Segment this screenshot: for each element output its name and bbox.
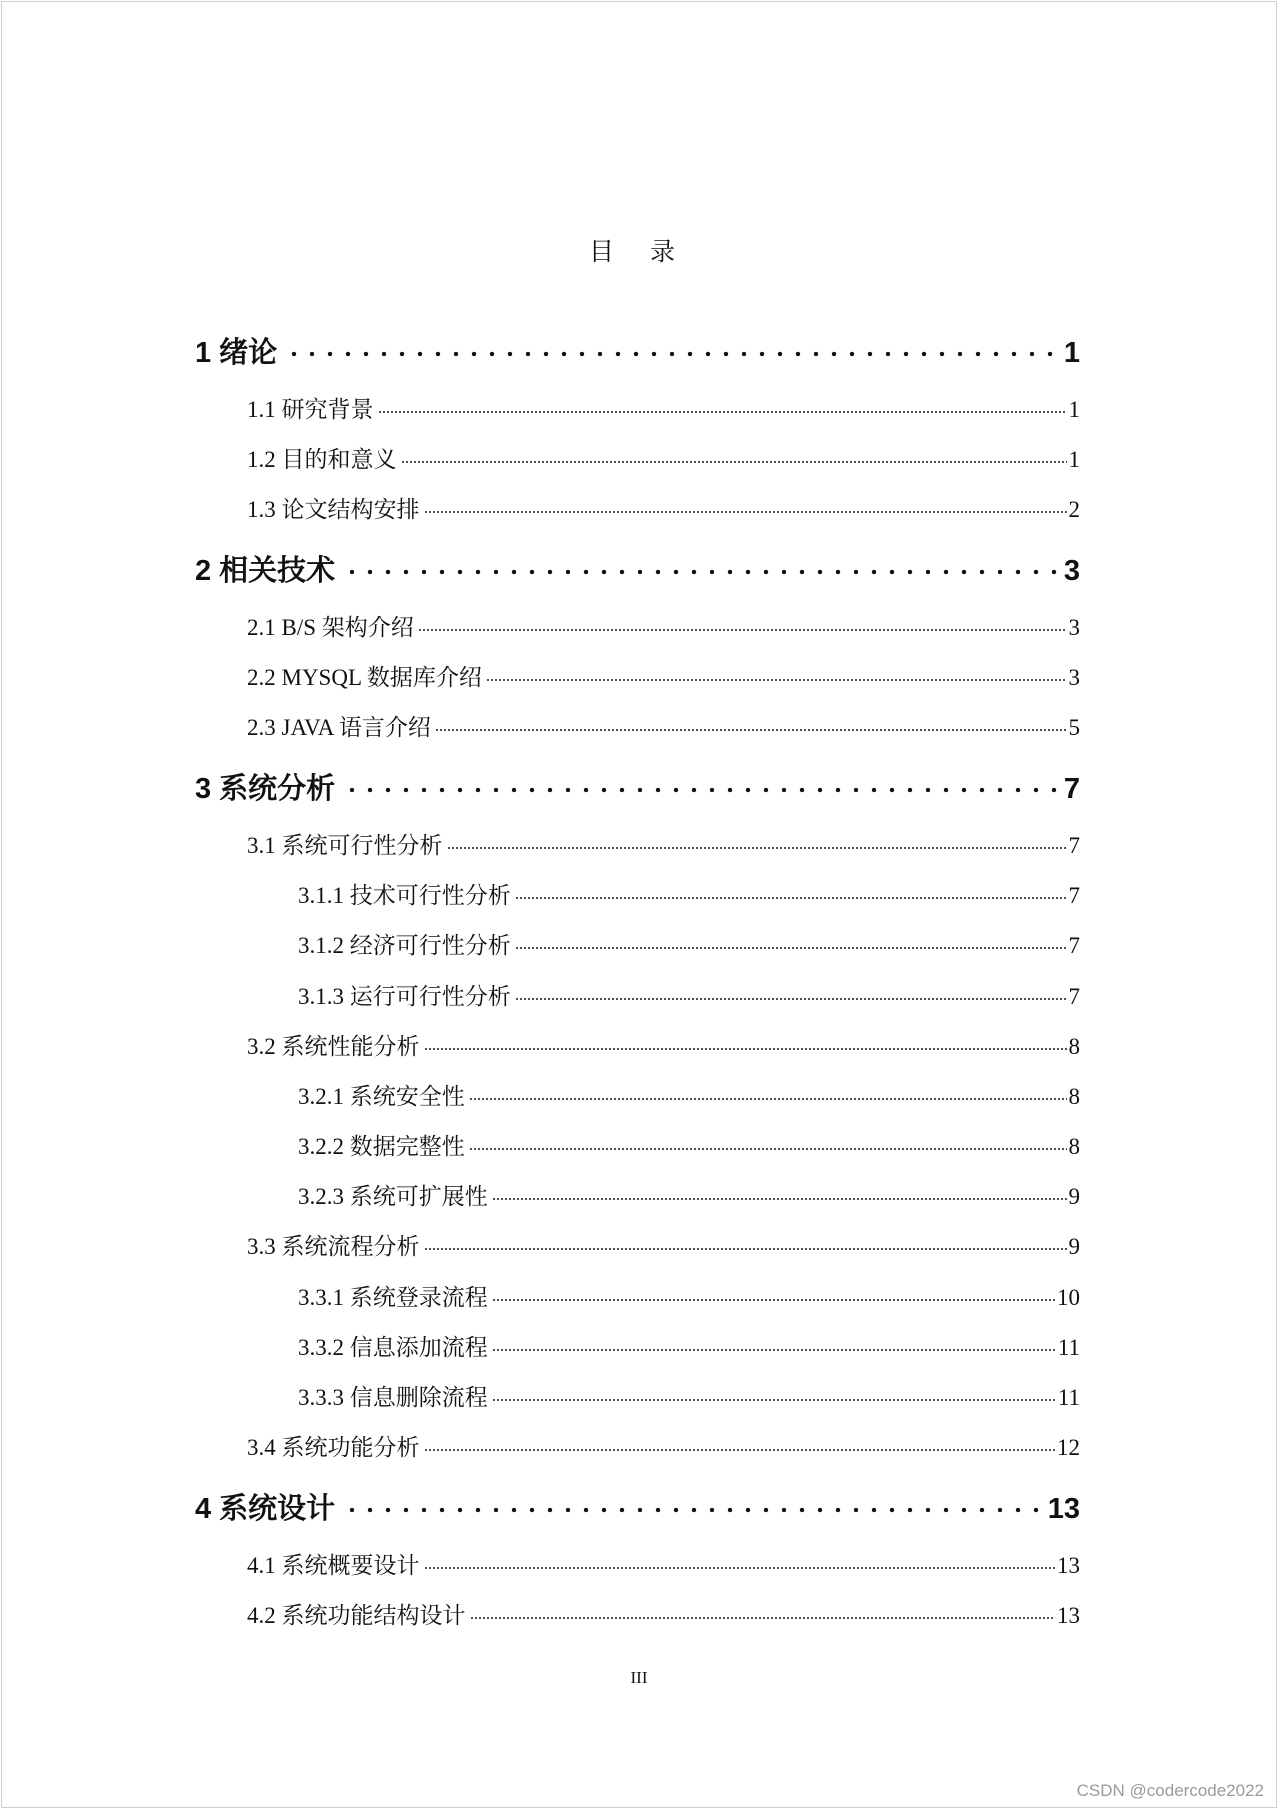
document-page bbox=[1, 1, 1277, 1808]
toc-entry-label: 2 相关技术 bbox=[195, 555, 336, 587]
toc-entry-page: 9 bbox=[1068, 1184, 1080, 1209]
toc-entry[interactable] bbox=[298, 1128, 1080, 1161]
toc-entry-page: 8 bbox=[1068, 1034, 1080, 1059]
toc-entry-label: 1.1 研究背景 bbox=[247, 397, 374, 422]
toc-entry-page: 10 bbox=[1057, 1285, 1080, 1310]
dot-leader bbox=[424, 494, 1067, 517]
toc-entry-page: 7 bbox=[1068, 933, 1080, 958]
dot-leader bbox=[486, 662, 1067, 685]
toc-entry-label: 1.2 目的和意义 bbox=[247, 447, 397, 472]
toc-entry-page: 8 bbox=[1068, 1134, 1080, 1159]
toc-entry-page: 1 bbox=[1068, 397, 1080, 422]
toc-entry-label: 3.2.3 系统可扩展性 bbox=[298, 1184, 488, 1209]
toc-entry-page: 1 bbox=[1068, 447, 1080, 472]
toc-entry[interactable] bbox=[247, 441, 1080, 474]
dot-leader bbox=[470, 1600, 1056, 1623]
toc-entry[interactable] bbox=[247, 659, 1080, 692]
toc-entry-label: 4 系统设计 bbox=[195, 1493, 336, 1525]
dot-leader bbox=[339, 769, 1062, 798]
toc-entry-label: 3.2.2 数据完整性 bbox=[298, 1134, 465, 1159]
toc-entry-label: 3.2 系统性能分析 bbox=[247, 1034, 420, 1059]
toc-entry-label: 3.3.1 系统登录流程 bbox=[298, 1285, 488, 1310]
dot-leader bbox=[339, 1489, 1046, 1518]
toc-entry-page: 7 bbox=[1068, 833, 1080, 858]
toc-entry-label: 3.1 系统可行性分析 bbox=[247, 833, 443, 858]
toc-entry-page: 3 bbox=[1068, 665, 1080, 690]
dot-leader bbox=[469, 1081, 1067, 1104]
toc-entry[interactable] bbox=[298, 978, 1080, 1011]
toc-entry[interactable] bbox=[247, 1228, 1080, 1261]
toc-entry[interactable] bbox=[247, 1597, 1080, 1630]
dot-leader bbox=[492, 1382, 1056, 1405]
toc-entry[interactable] bbox=[247, 1547, 1080, 1580]
toc-entry-page: 11 bbox=[1057, 1335, 1080, 1360]
toc-entry[interactable] bbox=[247, 609, 1080, 642]
toc-entry-label: 2.3 JAVA 语言介绍 bbox=[247, 715, 431, 740]
toc-entry-page: 7 bbox=[1068, 984, 1080, 1009]
toc-entry[interactable] bbox=[298, 1379, 1080, 1412]
toc-entry[interactable] bbox=[298, 1078, 1080, 1111]
toc-entry-page: 2 bbox=[1068, 497, 1080, 522]
dot-leader bbox=[515, 930, 1067, 953]
toc-entry[interactable] bbox=[298, 927, 1080, 960]
toc-entry[interactable] bbox=[247, 709, 1080, 742]
dot-leader bbox=[281, 333, 1062, 362]
dot-leader bbox=[424, 1432, 1056, 1455]
dot-leader bbox=[401, 444, 1067, 467]
toc-entry-page: 13 bbox=[1057, 1553, 1080, 1578]
toc-entry[interactable] bbox=[247, 1028, 1080, 1061]
dot-leader bbox=[424, 1031, 1067, 1054]
toc-entry-page: 3 bbox=[1068, 615, 1080, 640]
toc-entry[interactable] bbox=[298, 1279, 1080, 1312]
toc-entry-label: 1.3 论文结构安排 bbox=[247, 497, 420, 522]
watermark: CSDN @codercode2022 bbox=[1076, 1781, 1264, 1800]
dot-leader bbox=[515, 880, 1067, 903]
toc-entry-page: 11 bbox=[1057, 1385, 1080, 1410]
toc-entry[interactable] bbox=[195, 766, 1080, 807]
toc-entry[interactable] bbox=[195, 330, 1080, 371]
toc-entry-label: 3.3.3 信息删除流程 bbox=[298, 1385, 488, 1410]
toc-entry[interactable] bbox=[247, 1429, 1080, 1462]
dot-leader bbox=[469, 1131, 1067, 1154]
toc-entry-page: 12 bbox=[1057, 1435, 1080, 1460]
toc-entry[interactable] bbox=[298, 877, 1080, 910]
toc-entry[interactable] bbox=[195, 548, 1080, 589]
toc-entry-label: 3.1.2 经济可行性分析 bbox=[298, 933, 511, 958]
toc-entry-label: 4.2 系统功能结构设计 bbox=[247, 1603, 466, 1628]
toc-entry-page: 3 bbox=[1063, 555, 1080, 587]
dot-leader bbox=[492, 1332, 1056, 1355]
toc-entry[interactable] bbox=[298, 1329, 1080, 1362]
toc-entry[interactable] bbox=[247, 391, 1080, 424]
dot-leader bbox=[424, 1231, 1067, 1254]
toc-entry[interactable] bbox=[298, 1178, 1080, 1211]
toc-entry-label: 2.1 B/S 架构介绍 bbox=[247, 615, 414, 640]
toc-entry-page: 7 bbox=[1063, 773, 1080, 805]
toc-entry-page: 1 bbox=[1063, 337, 1080, 369]
toc-entry-label: 3.3 系统流程分析 bbox=[247, 1234, 420, 1259]
toc-entry-label: 1 绪论 bbox=[195, 337, 278, 369]
toc-entry-label: 4.1 系统概要设计 bbox=[247, 1553, 420, 1578]
dot-leader bbox=[418, 612, 1067, 635]
page-number: III bbox=[630, 1668, 648, 1687]
toc-entry-label: 3.1.1 技术可行性分析 bbox=[298, 883, 511, 908]
toc-entry[interactable] bbox=[247, 827, 1080, 860]
toc-entry-label: 3.4 系统功能分析 bbox=[247, 1435, 420, 1460]
dot-leader bbox=[492, 1282, 1055, 1305]
toc-entry-page: 8 bbox=[1068, 1084, 1080, 1109]
dot-leader bbox=[339, 551, 1062, 580]
dot-leader bbox=[435, 712, 1067, 735]
dot-leader bbox=[515, 981, 1067, 1004]
dot-leader bbox=[378, 394, 1067, 417]
toc-entry-label: 3.1.3 运行可行性分析 bbox=[298, 984, 511, 1009]
toc-entry-label: 3 系统分析 bbox=[195, 773, 336, 805]
toc-entry-label: 3.3.2 信息添加流程 bbox=[298, 1335, 488, 1360]
dot-leader bbox=[492, 1181, 1067, 1204]
toc-entry-page: 5 bbox=[1068, 715, 1080, 740]
toc-entry-page: 7 bbox=[1068, 883, 1080, 908]
toc-entry-page: 13 bbox=[1047, 1493, 1080, 1525]
toc-title: 目 录 bbox=[589, 237, 689, 266]
toc-entry-label: 2.2 MYSQL 数据库介绍 bbox=[247, 665, 482, 690]
toc-entry-page: 9 bbox=[1068, 1234, 1080, 1259]
toc-entry[interactable] bbox=[247, 491, 1080, 524]
dot-leader bbox=[424, 1550, 1056, 1573]
toc-entry[interactable] bbox=[195, 1486, 1080, 1527]
dot-leader bbox=[447, 830, 1067, 853]
toc-entry-page: 13 bbox=[1057, 1603, 1080, 1628]
toc-entry-label: 3.2.1 系统安全性 bbox=[298, 1084, 465, 1109]
